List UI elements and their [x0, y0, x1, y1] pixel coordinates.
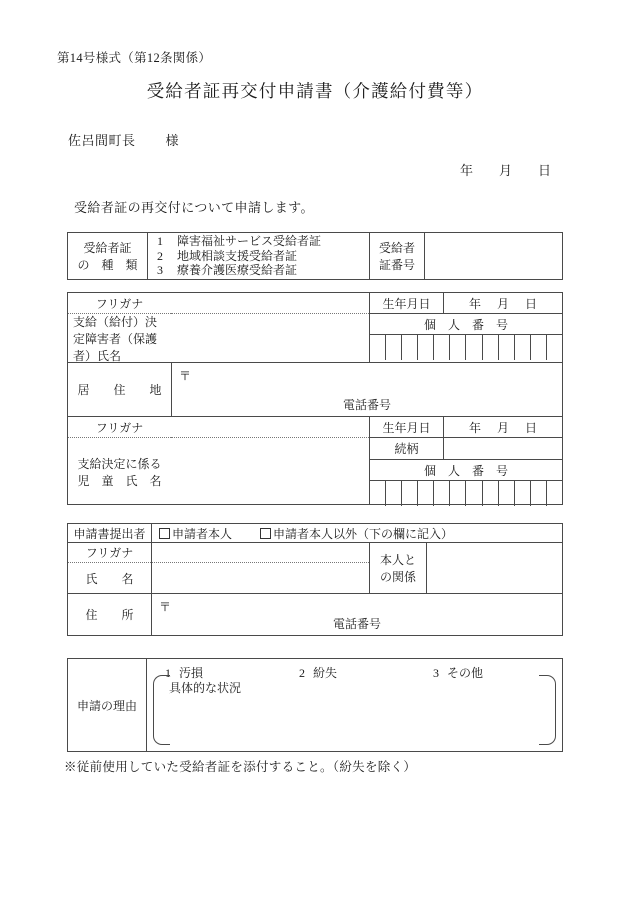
child-name-field[interactable]: [171, 438, 369, 505]
certificate-type-label-line1: 受給者証: [83, 241, 132, 255]
mynumber-cell[interactable]: [465, 335, 481, 360]
mynumber-cell[interactable]: [370, 481, 385, 506]
mynumber-cell[interactable]: [514, 335, 530, 360]
reason-option-text: 汚損: [179, 666, 204, 680]
person-information-table: [67, 292, 563, 505]
child-name-label-line2: 児 童 氏 名: [77, 473, 162, 488]
recipient-name-label-line2: 定障害者（保護: [73, 331, 158, 346]
mynumber-cell[interactable]: [514, 481, 530, 506]
recipient-name-field[interactable]: [171, 314, 369, 362]
residence-field[interactable]: [171, 363, 562, 416]
certificate-type-table: [67, 232, 563, 280]
child-dob-month: 月: [496, 420, 509, 435]
mynumber-cell[interactable]: [482, 481, 498, 506]
option-number: 1: [157, 234, 163, 249]
mynumber-cell[interactable]: [546, 335, 562, 360]
mynumber-cell[interactable]: [433, 335, 449, 360]
recipient-dob-field[interactable]: [443, 293, 562, 314]
submitter-table: [67, 523, 563, 636]
mynumber-cell[interactable]: [546, 481, 562, 506]
recipient-dob-year: 年: [468, 296, 481, 311]
mynumber-cell[interactable]: [449, 335, 465, 360]
mynumber-cell[interactable]: [498, 481, 514, 506]
right-brace-decoration: [539, 675, 556, 745]
certificate-type-option[interactable]: [157, 263, 297, 278]
addressee-honorific: 様: [165, 133, 180, 148]
submitter-relation-field[interactable]: [426, 543, 562, 593]
mynumber-cell[interactable]: [433, 481, 449, 506]
mynumber-cell[interactable]: [401, 335, 417, 360]
option-text: 障害福祉サービス受給者証: [177, 234, 322, 249]
residence-telephone-label: 電話番号: [342, 398, 391, 412]
submission-date-line: [330, 160, 565, 179]
certificate-number-label-line1: 受給者: [378, 241, 415, 255]
reason-option[interactable]: [299, 664, 337, 681]
recipient-name-label-line3: 者）氏名: [73, 348, 122, 362]
mynumber-cell[interactable]: [530, 335, 546, 360]
child-mynumber-grid[interactable]: [370, 481, 562, 506]
child-dob-day: 日: [524, 420, 537, 435]
mynumber-cell[interactable]: [385, 335, 401, 360]
submitter-telephone-label: 電話番号: [332, 617, 381, 631]
relationship-field[interactable]: [443, 438, 562, 459]
option-text: 地域相談支援受給者証: [177, 248, 298, 263]
date-year-label: 年: [459, 163, 473, 178]
submitter-relation-label-line1: 本人と: [379, 553, 416, 567]
footnote: ※従前使用していた受給者証を添付すること。（紛失を除く）: [64, 760, 417, 774]
left-brace-decoration: [153, 675, 170, 745]
reason-option-text: その他: [447, 666, 484, 680]
recipient-dob-label: 生年月日: [370, 293, 443, 314]
certificate-type-label: [68, 233, 147, 279]
reason-option-number: 2: [299, 666, 306, 680]
option-number: 2: [157, 248, 163, 263]
submitter-address-field[interactable]: [151, 594, 562, 635]
mynumber-cell[interactable]: [417, 481, 433, 506]
postal-mark-icon: 〒: [159, 600, 172, 614]
mynumber-cell[interactable]: [498, 335, 514, 360]
child-furigana-field[interactable]: [171, 417, 369, 438]
postal-mark-icon: 〒: [179, 369, 192, 383]
recipient-dob-month: 月: [496, 296, 509, 311]
child-name-label-line1: 支給決定に係る: [77, 456, 162, 471]
recipient-mynumber-grid[interactable]: [370, 335, 562, 360]
option-text: 療養介護医療受給者証: [177, 263, 298, 278]
form-number: 第14号様式（第12条関係）: [57, 51, 212, 65]
checkbox-self-label: 申請者本人: [172, 526, 233, 541]
submitter-label: 申請書提出者: [73, 526, 146, 541]
reason-option-number: 1: [165, 666, 171, 680]
recipient-name-label-line1: 支給（給付）決: [73, 314, 158, 329]
addressee-name: 佐呂間町長: [68, 133, 136, 148]
residence-label: 居 住 地: [77, 383, 162, 397]
date-day-label: 日: [537, 163, 551, 178]
mynumber-cell[interactable]: [465, 481, 481, 506]
option-number: 3: [157, 263, 163, 278]
submitter-address-label: 住 所: [85, 608, 134, 622]
checkbox-other-label: 申請者本人以外（下の欄に記入）: [273, 526, 454, 541]
mynumber-cell[interactable]: [385, 481, 401, 506]
mynumber-cell[interactable]: [482, 335, 498, 360]
certificate-number-field[interactable]: [424, 233, 562, 279]
situation-label: 具体的な状況: [169, 681, 242, 695]
mynumber-cell[interactable]: [417, 335, 433, 360]
recipient-furigana-field[interactable]: [171, 293, 369, 314]
submitter-relation-label-line2: の関係: [379, 570, 416, 584]
reason-option-number: 3: [433, 666, 440, 680]
child-dob-label: 生年月日: [370, 417, 443, 438]
submitter-name-field[interactable]: [152, 563, 369, 593]
checkbox-icon[interactable]: [159, 528, 170, 539]
reason-label: 申請の理由: [76, 698, 137, 713]
certificate-type-label-line2: の 種 類: [77, 258, 138, 272]
submitter-furigana-field[interactable]: [152, 543, 369, 563]
checkbox-icon[interactable]: [260, 528, 271, 539]
intro-statement: 受給者証の再交付について申請します。: [74, 200, 314, 215]
relationship-label: 続柄: [394, 442, 419, 456]
certificate-type-option[interactable]: [157, 249, 297, 264]
mynumber-cell[interactable]: [530, 481, 546, 506]
submitter-checkbox-group[interactable]: [151, 524, 562, 542]
certificate-type-options[interactable]: [147, 233, 369, 279]
recipient-mynumber-label: 個 人 番 号: [370, 314, 562, 335]
child-mynumber-label: 個 人 番 号: [370, 460, 562, 481]
child-name-label: [68, 438, 171, 505]
recipient-dob-day: 日: [524, 296, 537, 311]
certificate-number-label: [369, 233, 424, 279]
reason-body[interactable]: [146, 659, 562, 751]
child-dob-field[interactable]: [443, 417, 562, 438]
submitter-relation-label: [369, 543, 426, 593]
recipient-furigana-label: フリガナ: [68, 293, 171, 314]
recipient-name-label: [68, 314, 171, 362]
mynumber-cell[interactable]: [370, 335, 385, 360]
mynumber-cell[interactable]: [401, 481, 417, 506]
checkbox-self[interactable]: [159, 525, 232, 542]
reason-table: [67, 658, 563, 752]
certificate-number-label-line2: 証番号: [378, 258, 415, 272]
child-furigana-label: フリガナ: [68, 417, 171, 438]
date-month-label: 月: [498, 163, 512, 178]
submitter-name-label: 氏 名: [85, 571, 134, 586]
certificate-type-option[interactable]: [157, 234, 321, 249]
reason-option[interactable]: [433, 664, 483, 681]
reason-option-text: 紛失: [313, 666, 338, 680]
checkbox-other[interactable]: [260, 525, 453, 542]
mynumber-cell[interactable]: [449, 481, 465, 506]
child-dob-year: 年: [468, 420, 481, 435]
addressee: [68, 130, 179, 149]
submitter-furigana-label: フリガナ: [68, 543, 151, 563]
page-title: 受給者証再交付申請書（介護給付費等）: [146, 81, 484, 101]
